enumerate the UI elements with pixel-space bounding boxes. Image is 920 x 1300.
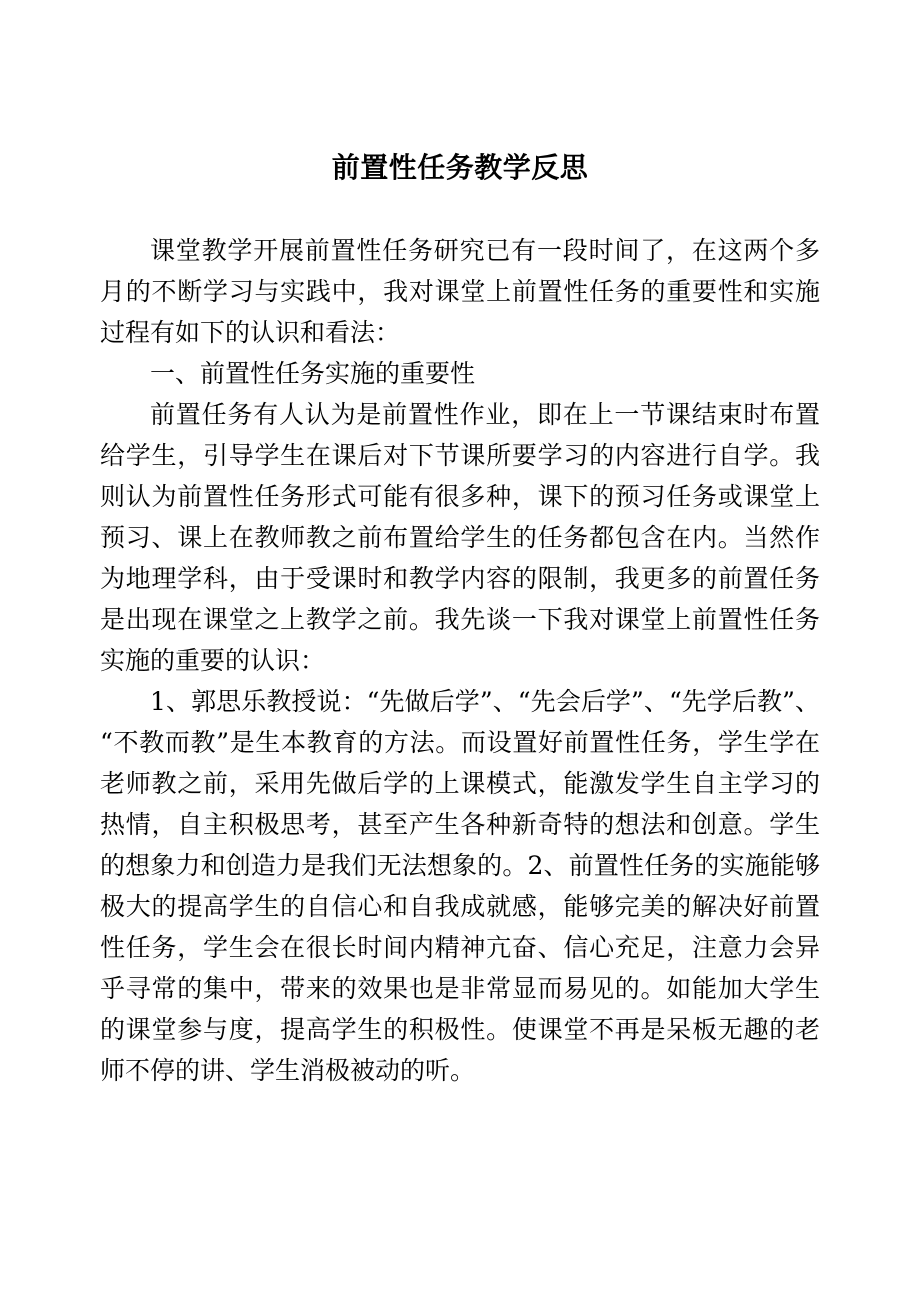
page-title: 前置性任务教学反思 <box>331 151 589 184</box>
document-body <box>100 0 820 1091</box>
paragraph-body-1: 前置任务有人认为是前置性作业，即在上一节课结束时布置给学生，引导学生在课后对下节课所要学习的内容进行自学。我则认为前置性任务形式可能有很多种，课下的预习任务或课堂上预习、课上在教师教之前布置给学生的任务都包含在内。当然作为地理学科，由于受课时和教学内容的限制，我更多的前置任务是出现在课堂之上教学之前。我先谈一下我对课堂上前置性任务实施的重要的认识： <box>100 400 820 675</box>
title-spacer <box>100 188 820 230</box>
section-heading-1: 一、前置性任务实施的重要性 <box>150 359 476 388</box>
paragraph-body-2: 1、郭思乐教授说：“先做后学”、“先会后学”、“先学后教”、“不教而教”是生本教育的方法。而设置好前置性任务，学生学在老师教之前，采用先做后学的上课模式，能激发学生自主学习的热情，自主积极思考，甚至产生各种新奇特的想法和创意。学生的想象力和创造力是我们无法想象的。2、前置性任务的实施能够极大的提高学生的自信心和自我成就感，能够完美的解决好前置性任务，学生会在很长时间内精神亢奋、信心充足，注意力会异乎寻常的集中，带来的效果也是非常显而易见的。如能加大学生的课堂参与度，提高学生的积极性。使课堂不再是呆板无趣的老师不停的讲、学生消极被动的听。 <box>100 687 820 1085</box>
paragraph-intro: 课堂教学开展前置性任务研究已有一段时间了，在这两个多月的不断学习与实践中，我对课堂上前置性任务的重要性和实施过程有如下的认识和看法： <box>100 236 820 347</box>
